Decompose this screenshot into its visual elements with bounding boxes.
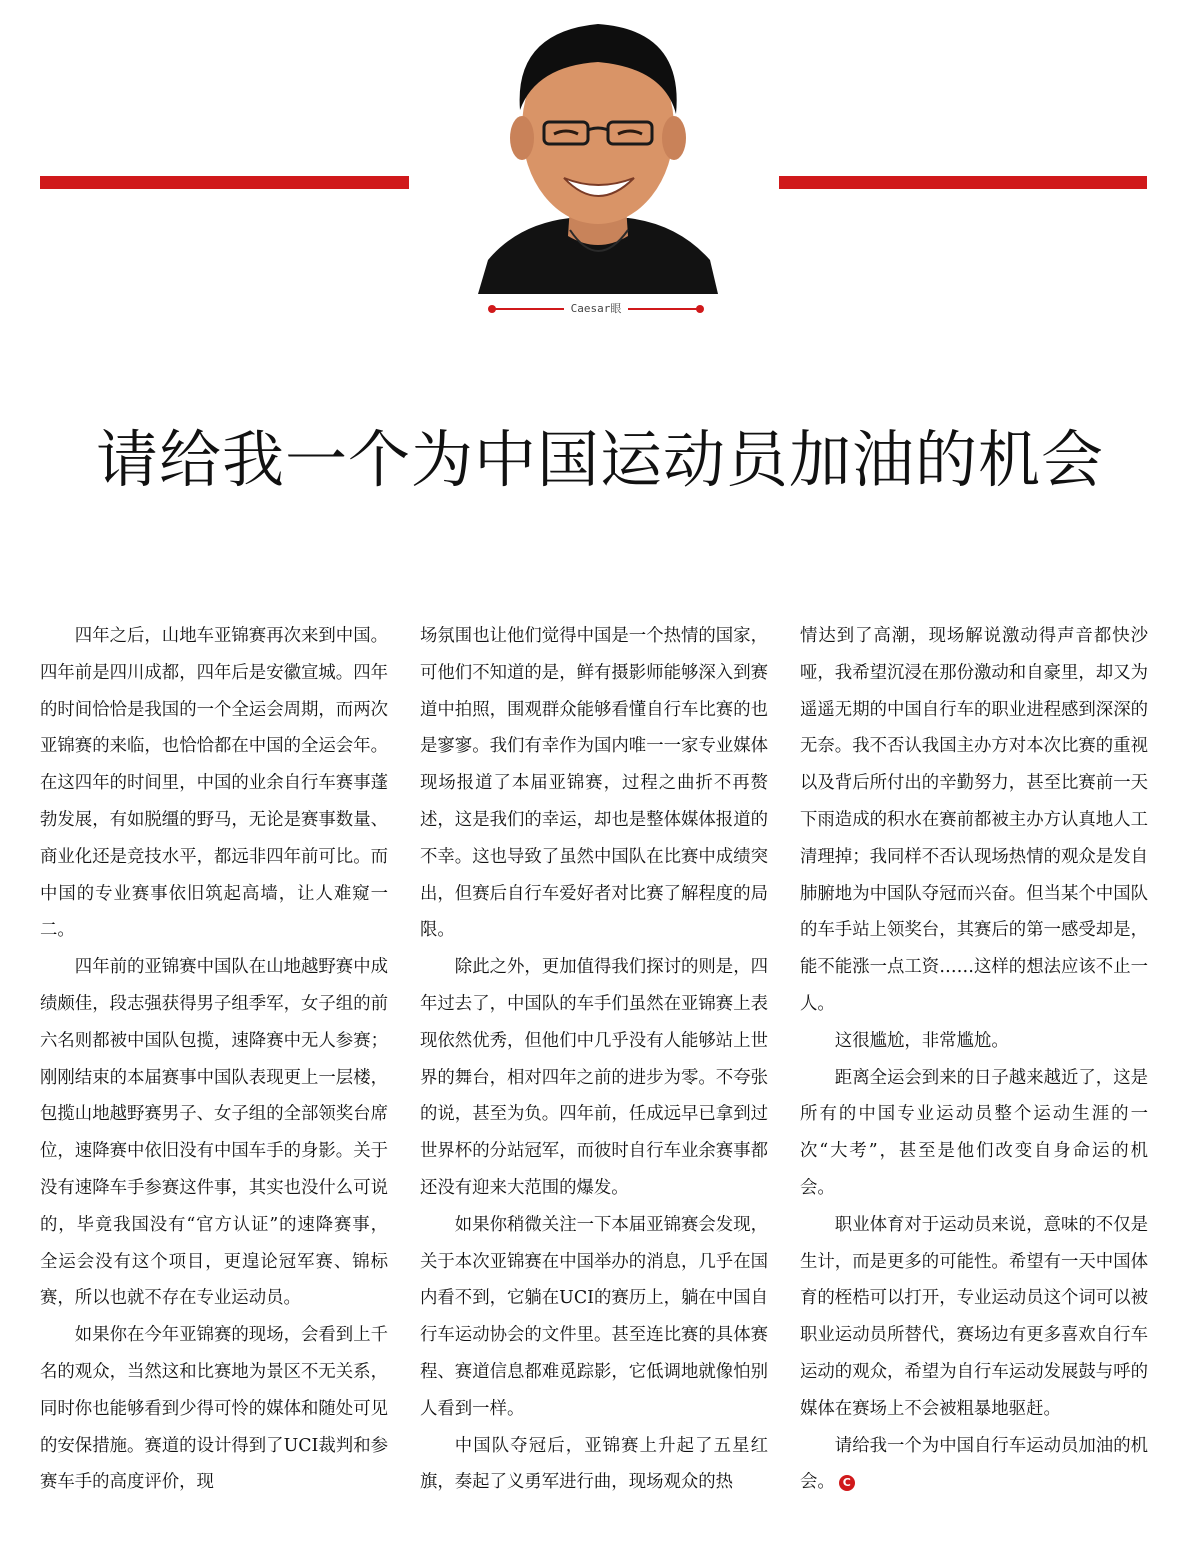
paragraph: 距离全运会到来的日子越来越近了，这是所有的中国专业运动员整个运动生涯的一次“大考”，甚至是他们改变自身命运的机会。 [800,1067,1148,1198]
byline-line-left [494,308,564,310]
paragraph: 中国队夺冠后，亚锦赛上升起了五星红旗，奏起了义勇军进行曲，现场观众的热 [420,1435,768,1493]
paragraph: 如果你在今年亚锦赛的现场，会看到上千名的观众，当然这和比赛地为景区不无关系，同时你也能够看到少得可怜的媒体和随处可见的安保措施。赛道的设计得到了UCI裁判和参赛车手的高度评价，现 [40,1325,388,1493]
end-mark-icon: C [839,1475,855,1491]
author-byline [486,300,706,318]
article-column-1 [40,618,388,1501]
paragraph: 除此之外，更加值得我们探讨的则是，四年过去了，中国队的车手们虽然在亚锦赛上表现依然优秀，但他们中几乎没有人能够站上世界的舞台，相对四年之前的进步为零。不夸张的说，甚至为负。四年前，任成远早已拿到过世界杯的分站冠军，而彼时自行车业余赛事都还没有迎来大范围的爆发。 [420,957,768,1198]
article-column-2 [420,618,768,1501]
paragraph: 场氛围也让他们觉得中国是一个热情的国家，可他们不知道的是，鲜有摄影师能够深入到赛道中拍照，围观群众能够看懂自行车比赛的也是寥寥。我们有幸作为国内唯一一家专业媒体现场报道了本届亚锦赛，过程之曲折不再赘述，这是我们的幸运，却也是整体媒体报道的不幸。这也导致了虽然中国队在比赛中成绩突出，但赛后自行车爱好者对比赛了解程度的局限。 [420,626,768,941]
article-headline: 请给我一个为中国运动员加油的机会 [95,423,1104,496]
closing-text: 请给我一个为中国自行车运动员加油的机会。 [800,1435,1148,1493]
header-rule-left [40,176,409,189]
paragraph: 职业体育对于运动员来说，意味的不仅是生计，而是更多的可能性。希望有一天中国体育的桎梏可以打开，专业运动员这个词可以被职业运动员所替代，赛场边有更多喜欢自行车运动的观众，希望为自行车运动发展鼓与呼的媒体在赛场上不会被粗暴地驱赶。 [800,1214,1148,1419]
byline-line-right [628,308,698,310]
paragraph: 这很尴尬，非常尴尬。 [834,1030,1009,1051]
article-column-3 [800,618,1148,1501]
author-portrait [478,10,718,294]
paragraph: 如果你稍微关注一下本届亚锦赛会发现，关于本次亚锦赛在中国举办的消息，几乎在国内看不到，它躺在UCI的赛历上，躺在中国自行车运动协会的文件里。甚至连比赛的具体赛程、赛道信息都难觅踪影，它低调地就像怕别人看到一样。 [420,1214,768,1419]
paragraph: 四年之后，山地车亚锦赛再次来到中国。四年前是四川成都，四年后是安徽宣城。四年的时间恰恰是我国的一个全运会周期，而两次亚锦赛的来临，也恰恰都在中国的全运会年。在这四年的时间里，中国的业余自行车赛事蓬勃发展，有如脱缰的野马，无论是赛事数量、商业化还是竞技水平，都远非四年前可比。而中国的专业赛事依旧筑起高墙，让人难窥一二。 [40,626,388,941]
paragraph: 情达到了高潮，现场解说激动得声音都快沙哑，我希望沉浸在那份激动和自豪里，却又为遥遥无期的中国自行车的职业进程感到深深的无奈。我不否认我国主办方对本次比赛的重视以及背后所付出的辛勤努力，甚至比赛前一天下雨造成的积水在赛前都被主办方认真地人工清理掉；我同样不否认现场热情的观众是发自肺腑地为中国队夺冠而兴奋。但当某个中国队的车手站上领奖台，其赛后的第一感受却是，能不能涨一点工资……这样的想法应该不止一人。 [800,626,1148,1014]
paragraph: 四年前的亚锦赛中国队在山地越野赛中成绩颇佳，段志强获得男子组季军，女子组的前六名则都被中国队包揽，速降赛中无人参赛；刚刚结束的本届赛事中国队表现更上一层楼，包揽山地越野赛男子、女子组的全部领奖台席位，速降赛中依旧没有中国车手的身影。关于没有速降车手参赛这件事，其实也没什么可说的，毕竟我国没有“官方认证”的速降赛事，全运会没有这个项目，更遑论冠军赛、锦标赛，所以也就不存在专业运动员。 [40,957,388,1309]
byline-dot-right [696,305,704,313]
closing-paragraph [800,1428,1148,1502]
author-name: Caesar眼 [570,302,622,315]
header-rule-right [779,176,1147,189]
